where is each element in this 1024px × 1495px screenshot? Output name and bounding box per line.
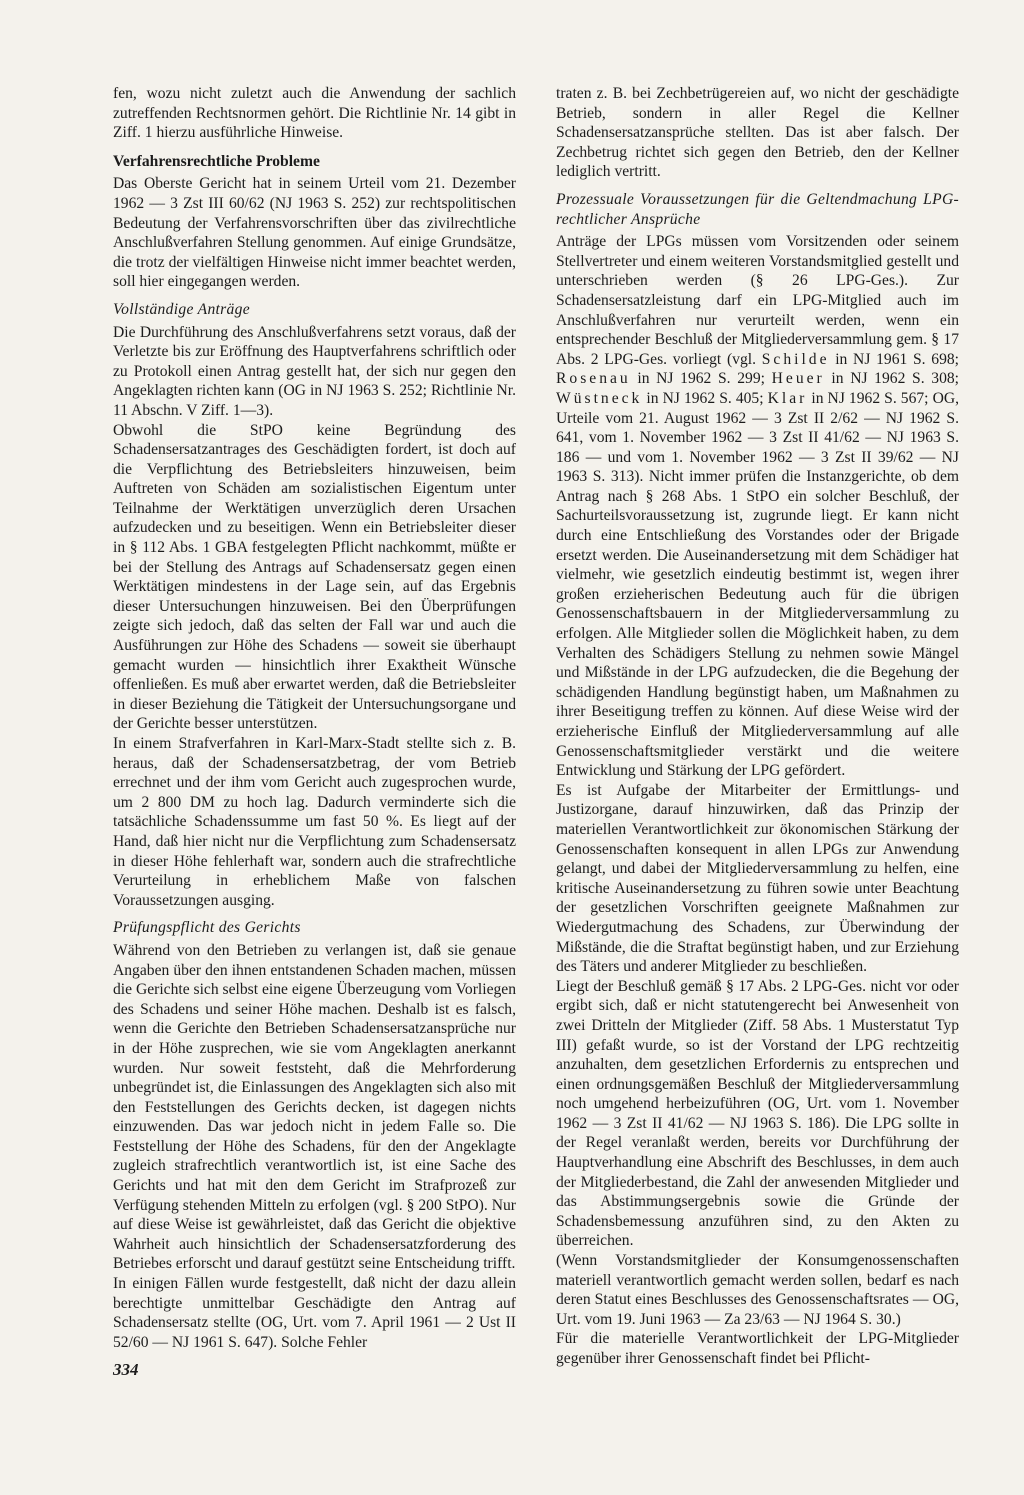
paragraph: Die Durchführung des Anschlußverfahrens setzt voraus, daß der Verletzte bis zur Eröffnung des Hauptverfahrens schriftlich oder zu Protokoll einen Antrag gestellt hat, der sich nur gegen den Angeklagten richten kann (OG in NJ 1963 S. 252; Richtlinie Nr. 11 Abschn. V Ziff. 1—3). bbox=[113, 323, 516, 419]
page-number: 334 bbox=[113, 1360, 139, 1379]
paragraph: In einigen Fällen wurde festgestellt, daß nicht der dazu allein berechtigte unmittelbar Geschädigte den Antrag auf Schadensersatz stellte (OG, Urt. vom 7. April 1961 — 2 Ust II 52/60 — NJ 1961 S. 647). Solche Fehler bbox=[113, 1275, 516, 1351]
paragraph: traten z. B. bei Zechbetrügereien auf, wo nicht der geschädigte Betrieb, sondern in aller Regel die Kellner Schadensersatzansprüche stellten. Das ist aber falsch. Der Zechbetrug richtet sich gegen den Betrieb, den der Kellner lediglich vertritt. bbox=[556, 85, 959, 181]
subsection-heading: Vollständige Anträge bbox=[113, 300, 250, 318]
paragraph: Liegt der Beschluß gemäß § 17 Abs. 2 LPG-Ges. nicht vor oder ergibt sich, daß er nicht statutengerecht bei Anwesenheit von zwei Dritteln der Mitglieder (Ziff. 58 Abs. 1 Musterstatut Typ III) gefaßt wurde, so ist der Vorstand der LPG rechtzeitig anzuhalten, dem gesetzlichen Erfordernis zu entsprechen und einen ordnungsgemäßen Beschluß der Mitgliederversammlung noch umgehend herbeizuführen (OG, Urt. vom 1. November 1962 — 3 Zst II 41/62 — NJ 1963 S. 186). Die LPG sollte in der Regel veranlaßt werden, bereits vor Durchführung der Hauptverhandlung eine Abschrift des Beschlusses, in dem auch der Mitgliederbestand, die Zahl der anwesenden Mitglieder und das Abstimmungsergebnis sowie die Gründe der Schadensbemessung anzuführen sind, zu den Akten zu überreichen. bbox=[556, 977, 959, 1250]
subsection-heading: Prüfungspflicht des Gerichts bbox=[113, 919, 301, 937]
paragraph: Für die materielle Verantwortlichkeit der LPG-Mitglieder gegenüber ihrer Genossenschaft findet bei Pflicht- bbox=[556, 1330, 959, 1367]
paragraph: Während von den Betrieben zu verlangen ist, daß sie genaue Angaben über den ihnen entstandenen Schaden machen, müssen die Gerichte sich selbst eine eigene Überzeugung vom Vorliegen des Schadens und seiner Höhe machen. Deshalb ist es falsch, wenn die Gerichte den Betrieben Schadensersatzansprüche nur in der Höhe zusprechen, wie sie vom Angeklagten anerkannt wurden. Nur soweit feststeht, daß die Mehrforderung unbegründet ist, die Einlassungen des Angeklagten sich also mit den Feststellungen des Gerichts decken, ist dagegen nichts einzuwenden. Das war jedoch nicht in jedem Falle so. Die Feststellung der Höhe des Schadens, für den der Angeklagte zugleich strafrechtlich verantwortlich ist, ist eine Sache des Gerichts und hat mit den dem Gericht im Strafprozeß zur Verfügung stehenden Mitteln zu erfolgen (vgl. § 200 StPO). Nur auf diese Weise ist gewährleistet, daß das Gericht die objektive Wahrheit auch hinsichtlich der Schadensersatzforderung des Betriebes erforscht und darauf gestützt seine Entscheidung trifft. bbox=[113, 941, 517, 1273]
author-name: Heuer bbox=[771, 370, 825, 388]
author-name: Schilde bbox=[761, 350, 830, 368]
paragraph: (Wenn Vorstandsmitglieder der Konsumgenossenschaften materiell verantwortlich gemacht werden sollen, bedarf es nach deren Statut eines Beschlusses des Genossenschaftsrates — OG, Urt. vom 19. Juni 1963 — Za 23/63 — NJ 1964 S. 30.) bbox=[556, 1252, 959, 1328]
paragraph: In einem Strafverfahren in Karl-Marx-Stadt stellte sich z. B. heraus, daß der Schadensersatzbetrag, der vom Betrieb errechnet und der ihm vom Gericht auch zugesprochen wurde, um 2 800 DM zu hoch lag. Dadurch verminderte sich die tatsächliche Schadenssumme um fast 50 %. Es liegt auf der Hand, daß hier nicht nur die Verpflichtung zum Schadensersatz in dieser Höhe fehlerhaft war, sondern auch die strafrechtliche Verurteilung in erheblichem Maße von falschen Voraussetzungen ausging. bbox=[113, 735, 516, 909]
paragraph: Das Oberste Gericht hat in seinem Urteil vom 21. Dezember 1962 — 3 Zst III 60/62 (NJ 1963 S. 252) zur rechtspolitischen Bedeutung der Verfahrensvorschriften über das zivilrechtliche Anschlußverfahren Stellung genommen. Auf einige Grundsätze, die trotz der vielfältigen Hinweise nicht immer beachtet werden, soll hier eingegangen werden. bbox=[113, 175, 516, 291]
left-column bbox=[113, 84, 516, 1352]
author-name: Klar bbox=[767, 389, 808, 407]
subsection-heading: Prozessuale Voraussetzungen für die Geltendmachung LPG-rechtlicher Ansprüche bbox=[556, 190, 959, 228]
paragraph: Anträge der LPGs müssen vom Vorsitzenden oder seinem Stellvertreter und einem weiteren Vorstandsmitglied gestellt und unterschrieben werden (§ 26 LPG-Ges.). Zur Schadensersatzleistung darf ein LPG-Mitglied auch im Anschlußverfahren nur verurteilt werden, wenn ein entsprechender Beschluß der Mitgliederversammlung gem. § 17 Abs. 2 LPG-Ges. vorliegt (vgl. Schilde in NJ 1961 S. 698; Rosenau in NJ 1962 S. 299; Heuer in NJ 1962 S. 308; Wüstneck in NJ 1962 S. 405; Klar in NJ 1962 S. 567; OG, Urteile vom 21. August 1962 — 3 Zst II 2/62 — NJ 1962 S. 641, vom 1. November 1962 — 3 Zst II 41/62 — NJ 1963 S. 186 — und vom 1. November 1962 — 3 Zst II 39/62 — NJ 1963 S. 313). Nicht immer prüfen die Instanzgerichte, ob dem Antrag nach § 268 Abs. 1 StPO ein solcher Beschluß, der Sachurteilsvoraussetzung ist, zugrunde liegt. Er kann nicht durch eine Entschließung des Vorstandes oder der Brigade ersetzt werden. Die Auseinandersetzung mit dem Schädiger hat vielmehr, wie gesetzlich eindeutig bestimmt ist, wegen ihrer großen erzieherischen Bedeutung auch für die übrigen Genossenschaftsbauern in der Mitgliederversammlung zu erfolgen. Alle Mitglieder sollen die Möglichkeit haben, zu dem Verhalten des Schädigers Stellung zu nehmen sowie Mängel und Mißstände in der LPG aufzudecken, die die Begehung der schädigenden Handlung begünstigt haben, um Maßnahmen zu ihrer Beseitigung treffen zu können. Auf diese Weise wird der erzieherische Einfluß der Mitgliederversammlung auf alle Genossenschaftsmitglieder verstärkt und die weitere Entwicklung und Stärkung der LPG gefördert. bbox=[556, 233, 960, 780]
paragraph: Es ist Aufgabe der Mitarbeiter der Ermittlungs- und Justizorgane, darauf hinzuwirken, daß das Prinzip der materiellen Verantwortlichkeit zur ökonomischen Stärkung der Genossenschaften konsequent in allen LPGs zur Anwendung gelangt, und dabei der Mitgliederversammlung zu helfen, eine kritische Auseinandersetzung zu führen sowie unter Beachtung der gesetzlichen Vorschriften geeignete Maßnahmen zur Wiedergutmachung des Schadens, zur Überwindung der Mißstände, die die Straftat begünstigt haben, und zur Erziehung des Täters und anderer Mitglieder zu beschließen. bbox=[556, 781, 959, 976]
author-name: Rosenau bbox=[556, 370, 631, 388]
author-name: Wüstneck bbox=[556, 389, 643, 407]
section-heading: Verfahrensrechtliche Probleme bbox=[113, 152, 320, 170]
paragraph: fen, wozu nicht zuletzt auch die Anwendung der sachlich zutreffenden Rechtsnormen gehört. Die Richtlinie Nr. 14 gibt in Ziff. 1 hierzu ausführliche Hinweise. bbox=[113, 85, 516, 142]
paragraph: Obwohl die StPO keine Begründung des Schadensersatzantrages des Geschädigten fordert, ist doch auf die Verpflichtung des Betriebsleiters hinzuweisen, beim Auftreten von Schäden am sozialistischen Eigentum unter Teilnahme der Werktätigen unverzüglich deren Ursachen aufzudecken und zu beseitigen. Wenn ein Betriebsleiter dieser in § 112 Abs. 1 GBA festgelegten Pflicht nachkommt, müßte er bei der Stellung des Antrags auf Schadensersatz gegen einen Werktätigen mindestens in der Lage sein, auf das Ergebnis dieser Untersuchungen hinzuweisen. Bei den Überprüfungen zeigte sich jedoch, daß das selten der Fall war und auch die Ausführungen zur Höhe des Schadens — soweit sie überhaupt gemacht wurden — hinsichtlich ihrer Exaktheit Wünsche offenließen. Es muß aber erwartet werden, daß die Betriebsleiter in dieser Beziehung die Tätigkeit der Untersuchungsorgane und der Gerichte besser unterstützen. bbox=[113, 421, 516, 733]
right-column bbox=[556, 84, 959, 1369]
